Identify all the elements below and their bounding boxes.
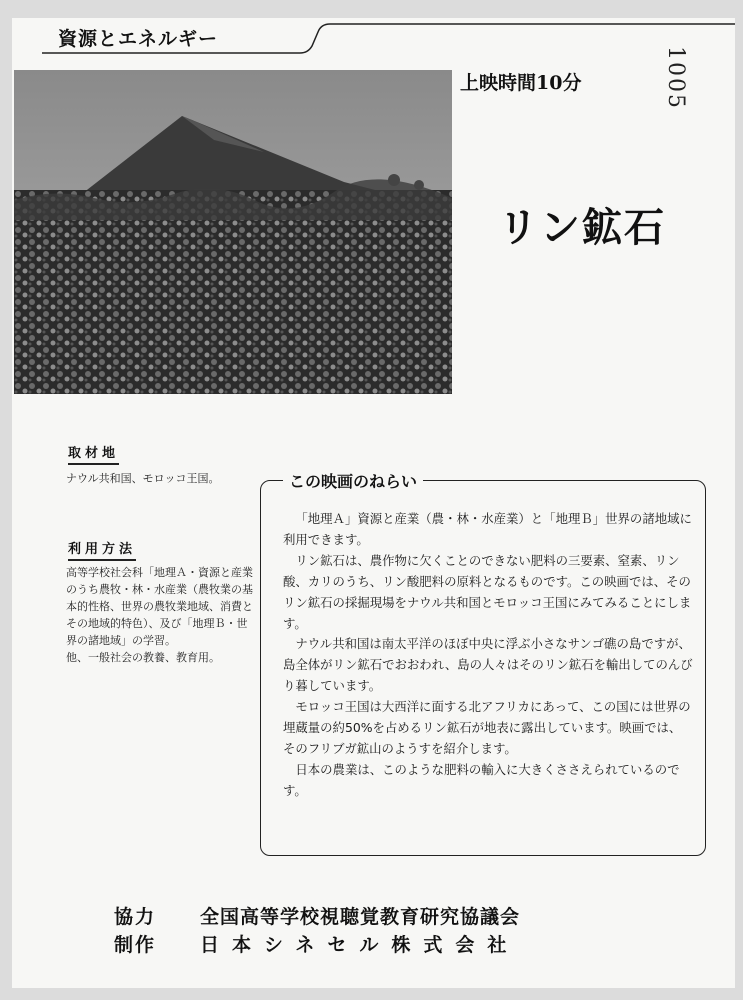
credit-cooperation xyxy=(114,902,520,929)
phosphate-mountain-photo xyxy=(14,70,452,394)
series-title: 資源とエネルギー xyxy=(58,28,219,50)
usage-text xyxy=(66,564,256,666)
usage-text-other: 他、一般社会の教養、教育用。 xyxy=(66,651,220,664)
flyer-page xyxy=(12,18,735,988)
filming-location-text: ナウル共和国、モロッコ王国。 xyxy=(66,472,220,485)
screening-time: 上映時間10分 xyxy=(460,72,582,94)
cooperation-label: 協力 xyxy=(114,906,157,928)
usage-text-main: 高等学校社会科「地理Ａ・資源と産業のうち農牧・林・水産業（農牧業の基本的性格、世界の農牧業地域、消費とその地域的特色）、及び「地理Ｂ・世界の諸地域」の学習。 xyxy=(66,566,253,647)
aims-paragraph: モロッコ王国は大西洋に面する北アフリカにあって、この国には世界の埋蔵量の約50%を占めるリン鉱石が地表に露出しています。映画では、そのフリブガ鉱山のようすを紹介します。 xyxy=(283,699,691,756)
filming-location-heading: 取材地 xyxy=(68,442,119,465)
film-aims-box xyxy=(260,472,706,856)
aims-paragraph: 日本の農業は、このような肥料の輸入に大きくささえられているのです。 xyxy=(283,761,680,798)
production-company: 日本シネセル株式会社 xyxy=(200,934,520,956)
film-aims-body xyxy=(283,509,693,802)
credit-production xyxy=(114,930,519,957)
film-aims-heading: この映画のねらい xyxy=(283,469,423,492)
production-label: 制作 xyxy=(114,934,157,956)
handwritten-number: 1005 xyxy=(663,46,688,110)
aims-paragraph: ナウル共和国は南太平洋のほぼ中央に浮ぶ小さなサンゴ礁の島ですが、島全体がリン鉱石でおおわれ、島の人々はそのリン鉱石を輸出してのんびり暮しています。 xyxy=(283,636,693,694)
film-title: リン鉱石 xyxy=(498,205,666,251)
cooperation-org: 全国高等学校視聴覚教育研究協議会 xyxy=(200,906,521,928)
aims-paragraph: リン鉱石は、農作物に欠くことのできない肥料の三要素、窒素、リン酸、カリのうち、リン酸肥料の原料となるものです。この映画では、そのリン鉱石の採掘現場をナウル共和国とモロッコ王国にみてみることにします。 xyxy=(283,552,692,631)
aims-paragraph: 「地理Ａ」資源と産業（農・林・水産業）と「地理Ｂ」世界の諸地域に利用できます。 xyxy=(283,511,692,547)
usage-heading: 利用方法 xyxy=(68,538,136,561)
